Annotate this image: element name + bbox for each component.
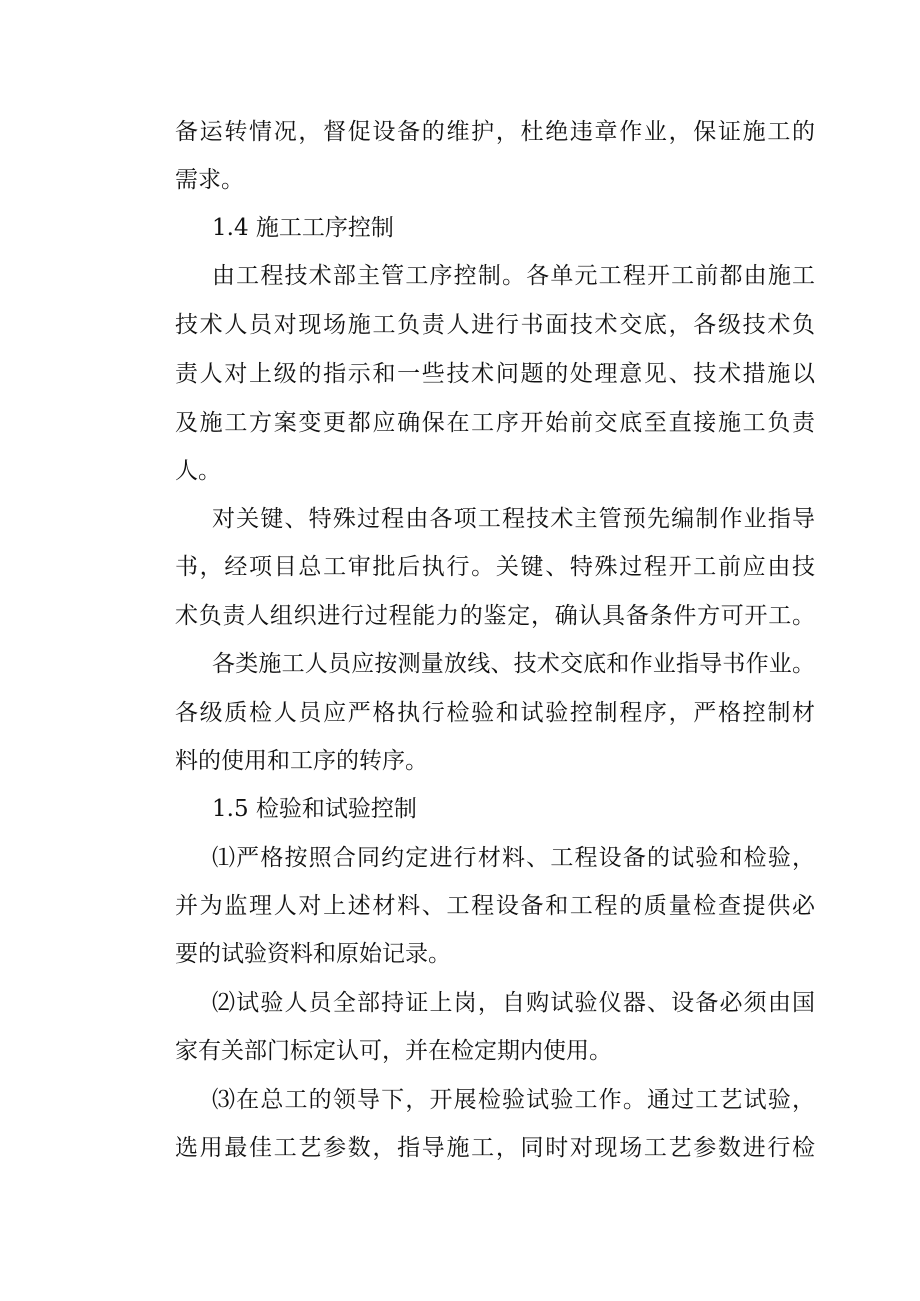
section-heading: 1.4 施工工序控制: [212, 215, 394, 241]
text-line: 备运转情况，督促设备的维护，杜绝违章作业，保证施工的: [175, 119, 815, 145]
text-line: 要的试验资料和原始记录。: [175, 941, 451, 967]
text-line: 选用最佳工艺参数，指导施工，同时对现场工艺参数进行检: [175, 1135, 815, 1161]
text-line: 及施工方案变更都应确保在工序开始前交底至直接施工负责: [175, 410, 815, 436]
text-line: 书，经项目总工审批后执行。关键、特殊过程开工前应由技: [175, 554, 815, 580]
text-line: 技术人员对现场施工负责人进行书面技术交底，各级技术负: [175, 312, 815, 338]
text-line: 责人对上级的指示和一些技术问题的处理意见、技术措施以: [175, 361, 815, 387]
text-line: 各级质检人员应严格执行检验和试验控制程序，严格控制材: [175, 700, 815, 726]
text-line: 料的使用和工序的转序。: [175, 748, 428, 774]
text-line: 家有关部门标定认可，并在检定期内使用。: [175, 1038, 612, 1064]
text-line: ⑵试验人员全部持证上岗，自购试验仪器、设备必须由国: [212, 990, 815, 1016]
section-heading: 1.5 检验和试验控制: [212, 796, 417, 822]
text-line: 对关键、特殊过程由各项工程技术主管预先编制作业指导: [212, 506, 815, 532]
text-line: ⑴严格按照合同约定进行材料、工程设备的试验和检验，: [212, 845, 815, 871]
text-line: 由工程技术部主管工序控制。各单元工程开工前都由施工: [212, 263, 815, 289]
text-line: 并为监理人对上述材料、工程设备和工程的质量检查提供必: [175, 893, 815, 919]
text-line: ⑶在总工的领导下，开展检验试验工作。通过工艺试验，: [212, 1087, 815, 1113]
text-line: 术负责人组织进行过程能力的鉴定，确认具备条件方可开工。: [175, 603, 815, 629]
text-line: 需求。: [175, 167, 244, 193]
text-line: 人。: [175, 458, 221, 484]
text-line: 各类施工人员应按测量放线、技术交底和作业指导书作业。: [212, 651, 815, 677]
